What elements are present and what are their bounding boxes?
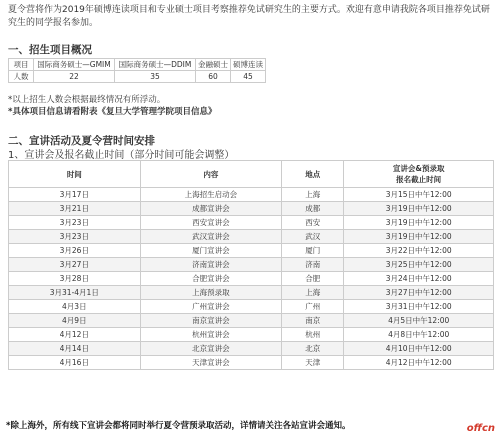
table-cell: 3月19日中午12:00 [344,202,494,216]
intro-paragraph: 夏令营将作为2019年硕博连读项目和专业硕士项目考察推荐免试研究生的主要方式。欢迎有意申请我院各项目推荐免试研究生的同学报名参加。 [8,5,490,28]
table-cell: 武汉 [282,230,344,244]
table-row [9,71,266,83]
table-header-cell: 地点 [282,161,344,188]
table-header-cell: 宣讲会&预录取 报名截止时间 [344,161,494,188]
table-cell: 厦门 [282,244,344,258]
table-cell: 4月5日中午12:00 [344,314,494,328]
table-cell: 4月8日中午12:00 [344,328,494,342]
table-cell: 3月21日 [9,202,141,216]
schedule-body [9,188,494,370]
table-cell: 3月22日中午12:00 [344,244,494,258]
table-header-cell: 项目 [9,59,34,71]
table-cell: 4月14日 [9,342,141,356]
table-cell: 3月17日 [9,188,141,202]
table-cell: 3月31日中午12:00 [344,300,494,314]
table-cell: 3月23日 [9,216,141,230]
table-cell: 合肥宣讲会 [140,272,282,286]
table-cell: 成都宣讲会 [140,202,282,216]
enrollment-note: *以上招生人数会根据最终情况有所浮动。 [8,95,166,105]
table-cell: 广州 [282,300,344,314]
table-cell: 3月31-4月1日 [9,286,141,300]
table-cell: 上海预录取 [140,286,282,300]
table-cell: 4月9日 [9,314,141,328]
table-cell: 45 [231,71,266,83]
program-overview-table [8,58,266,83]
table-cell: 南京宣讲会 [140,314,282,328]
table-row [9,244,494,258]
table-cell: 4月16日 [9,356,141,370]
table-cell: 西安宣讲会 [140,216,282,230]
table-row [9,272,494,286]
section2-subtitle: 1、宣讲会及报名截止时间（部分时间可能会调整） [8,150,235,161]
section1-title: 一、招生项目概况 [8,44,92,56]
table-cell: 3月28日 [9,272,141,286]
section2-title: 二、宣讲活动及夏令营时间安排 [8,135,155,147]
watermark: offcn [466,423,495,434]
table-header-cell: 硕博连读 [231,59,266,71]
table-cell: 上海招生启动会 [140,188,282,202]
table-row [9,314,494,328]
table-header-row [9,161,494,188]
table-cell: 3月26日 [9,244,141,258]
table-cell: 3月19日中午12:00 [344,216,494,230]
table-cell: 22 [34,71,115,83]
table-header-cell: 国际商务硕士—DDIM [115,59,196,71]
table-cell: 上海 [282,286,344,300]
table-cell: 3月27日中午12:00 [344,286,494,300]
table-cell: 天津宣讲会 [140,356,282,370]
table-cell: 4月12日 [9,328,141,342]
table-header-cell: 国际商务硕士—GMIM [34,59,115,71]
table-cell: 合肥 [282,272,344,286]
table-row [9,216,494,230]
table-row [9,188,494,202]
table-cell: 3月24日中午12:00 [344,272,494,286]
table-cell: 西安 [282,216,344,230]
table-row [9,202,494,216]
table-header-cell: 时间 [9,161,141,188]
table-header-cell: 内容 [140,161,282,188]
table-row [9,328,494,342]
table-cell: 3月27日 [9,258,141,272]
footnote: *除上海外，所有线下宣讲会都将同时举行夏令营预录取活动，详情请关注各站宣讲会通知。 [6,421,351,431]
table-cell: 杭州宣讲会 [140,328,282,342]
table-row [9,286,494,300]
table-cell: 成都 [282,202,344,216]
table-cell: 4月10日中午12:00 [344,342,494,356]
table-cell: 杭州 [282,328,344,342]
table-row [9,300,494,314]
table-cell: 3月23日 [9,230,141,244]
table-row [9,59,266,71]
table-cell: 武汉宣讲会 [140,230,282,244]
table-cell: 3月19日中午12:00 [344,230,494,244]
table-row [9,342,494,356]
program-info-note: *具体项目信息请看附表《复旦大学管理学院项目信息》 [8,107,217,117]
table-cell: 4月3日 [9,300,141,314]
schedule-table [8,160,494,370]
table-cell: 上海 [282,188,344,202]
table-row [9,230,494,244]
table-cell: 北京宣讲会 [140,342,282,356]
table-cell: 济南 [282,258,344,272]
table-cell: 北京 [282,342,344,356]
table-header-cell: 金融硕士 [196,59,231,71]
table-cell: 4月12日中午12:00 [344,356,494,370]
table-cell: 天津 [282,356,344,370]
table-cell: 厦门宣讲会 [140,244,282,258]
table-row [9,356,494,370]
table-cell: 南京 [282,314,344,328]
table-cell: 3月15日中午12:00 [344,188,494,202]
table-cell: 60 [196,71,231,83]
table-row [9,258,494,272]
table-cell: 3月25日中午12:00 [344,258,494,272]
table-cell: 35 [115,71,196,83]
table-cell: 济南宣讲会 [140,258,282,272]
table-cell: 人数 [9,71,34,83]
table-cell: 广州宣讲会 [140,300,282,314]
